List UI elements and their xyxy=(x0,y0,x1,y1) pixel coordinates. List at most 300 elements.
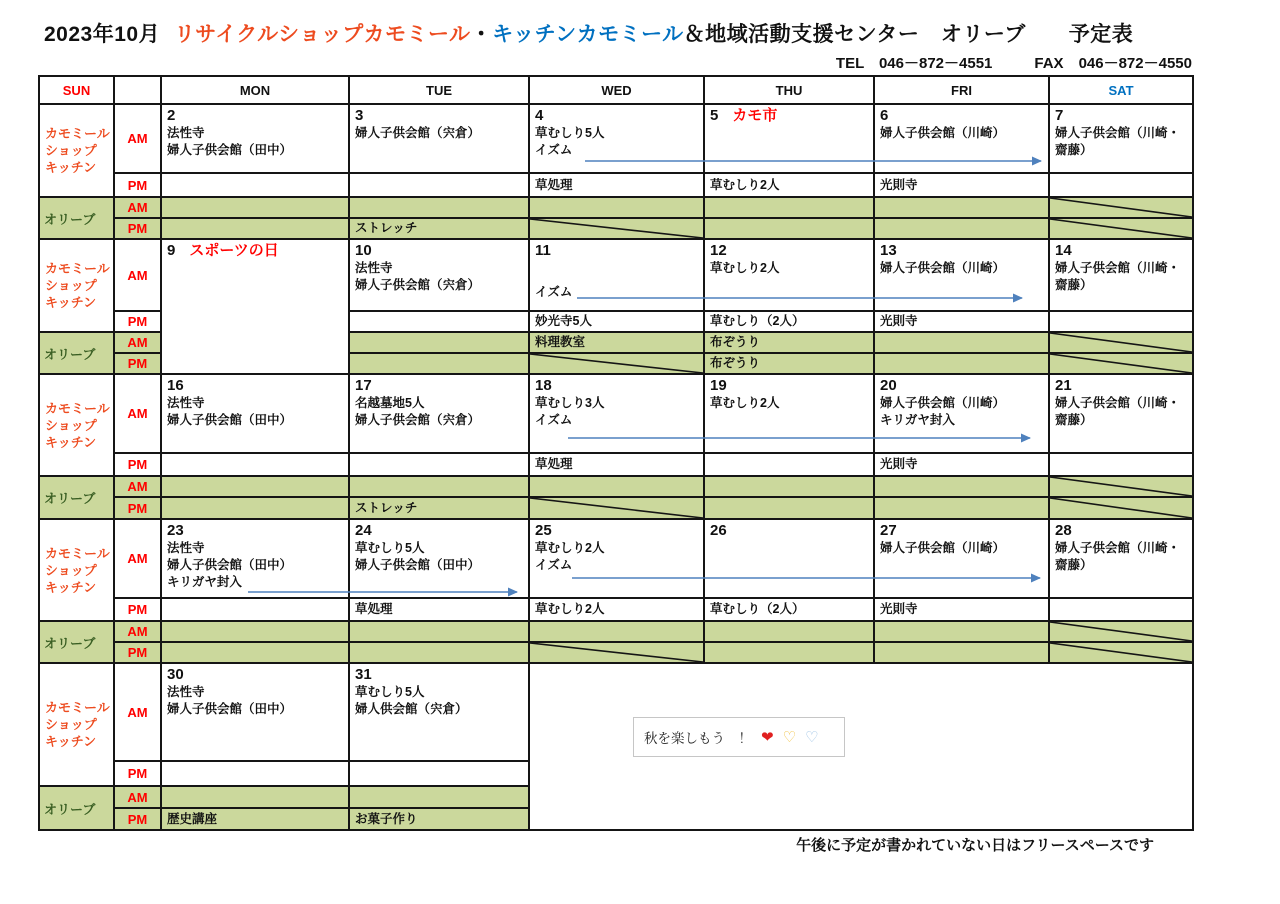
week3-row0 xyxy=(39,374,1193,453)
heart-icon-3: ♡ xyxy=(805,728,819,746)
w2-wed-pm-cell xyxy=(529,311,704,332)
title-rest: ＆地域活動支援センター オリーブ 予定表 xyxy=(683,23,1134,46)
week4-row1 xyxy=(39,598,1193,621)
day-number: 16 xyxy=(167,377,184,394)
day-number: 30 xyxy=(167,666,184,683)
day-heading xyxy=(1055,376,1190,395)
w1-mon-olive-am-cell xyxy=(161,197,349,218)
w1-wed-olive-pm-cell xyxy=(529,218,704,239)
w4-mon-olive-am-cell xyxy=(161,621,349,642)
day-number: 20 xyxy=(880,377,897,394)
crossed-out-diagonal xyxy=(1050,477,1192,496)
w1-tue-pm-cell xyxy=(349,173,529,197)
event-text: 法性寺 xyxy=(167,685,205,699)
row-label-olive: オリーブ xyxy=(39,621,114,663)
row-label-line: キッチン xyxy=(45,734,97,749)
week1-row0 xyxy=(39,104,1193,173)
event-text: 草むしり2人 xyxy=(710,177,780,192)
event-text: 法性寺 xyxy=(167,396,205,410)
row-label-line: キッチン xyxy=(45,160,97,175)
olive-am-label: AM xyxy=(114,476,161,497)
row-label-line: カモミール xyxy=(45,261,110,276)
event-text: 婦人子供会館（川崎・齋藤） xyxy=(1055,541,1181,572)
w1-fri-olive-am-cell xyxy=(874,197,1049,218)
event-text: 法性寺 xyxy=(167,541,205,555)
event-text: 名越墓地5人 xyxy=(355,396,425,410)
week4-row0 xyxy=(39,519,1193,598)
week3-row2 xyxy=(39,476,1193,497)
w2-sat-olive-am-cell xyxy=(1049,332,1193,353)
w1-thu-pm-cell xyxy=(704,173,874,197)
day-heading xyxy=(355,376,526,395)
day-heading xyxy=(535,241,701,260)
pm-label: PM xyxy=(114,598,161,621)
event-text: 料理教室 xyxy=(535,335,586,349)
am-label: AM xyxy=(114,374,161,453)
row-label-line: ショップ xyxy=(45,143,97,158)
day-heading xyxy=(710,106,871,125)
w2-thu-olive-pm-cell xyxy=(704,353,874,374)
w2-fri-olive-am-cell xyxy=(874,332,1049,353)
calendar-header xyxy=(39,76,1193,104)
event-text: 草処理 xyxy=(535,457,573,471)
w3-thu-olive-am-cell xyxy=(704,476,874,497)
day-number: 14 xyxy=(1055,242,1072,259)
day-number: 7 xyxy=(1055,107,1064,124)
week4-row3 xyxy=(39,642,1193,663)
event-text: 光則寺 xyxy=(880,177,918,192)
event-text: 布ぞうり xyxy=(710,356,761,370)
row-label-line: キッチン xyxy=(45,295,97,310)
day-number: 13 xyxy=(880,242,897,259)
decoration-cell xyxy=(529,663,1193,830)
day-heading xyxy=(355,521,526,540)
w4-wed-am-cell xyxy=(529,519,704,598)
w2-thu-pm-cell xyxy=(704,311,874,332)
day-number: 21 xyxy=(1055,377,1072,394)
day-heading xyxy=(355,241,526,260)
day-number: 27 xyxy=(880,522,897,539)
event-text: 光則寺 xyxy=(880,457,918,471)
event-text: 婦人子供会館（田中） xyxy=(167,702,293,716)
day-number: 31 xyxy=(355,666,372,683)
sign-message xyxy=(633,717,845,757)
am-label: AM xyxy=(114,104,161,173)
w4-fri-am-cell xyxy=(874,519,1049,598)
day-heading xyxy=(880,521,1046,540)
event-text: 婦人供会館（宍倉） xyxy=(355,702,468,716)
event-text: キリガヤ封入 xyxy=(167,575,242,589)
am-label: AM xyxy=(114,519,161,598)
w3-sat-olive-pm-cell xyxy=(1049,497,1193,519)
olive-am-label: AM xyxy=(114,621,161,642)
crossed-out-diagonal xyxy=(1050,219,1192,238)
w3-thu-am-cell xyxy=(704,374,874,453)
crossed-out-diagonal xyxy=(1050,643,1192,662)
w2-mon-holiday-cell xyxy=(161,239,349,374)
event-text: 婦人子供会館（川崎） xyxy=(880,126,1006,140)
day-heading xyxy=(710,521,871,540)
event-text: 婦人子供会館（川崎・齋藤） xyxy=(1055,126,1181,157)
day-heading xyxy=(167,376,346,395)
w2-fri-olive-pm-cell xyxy=(874,353,1049,374)
w4-sat-am-cell xyxy=(1049,519,1193,598)
w5-mon-olive-am-cell xyxy=(161,786,349,808)
w4-sat-pm-cell xyxy=(1049,598,1193,621)
olive-am-label: AM xyxy=(114,332,161,353)
row-label-line: キッチン xyxy=(45,434,97,450)
title-shop-name: リサイクルショップカモミール xyxy=(174,23,471,46)
crossed-out-diagonal xyxy=(530,219,703,238)
week2-row0 xyxy=(39,239,1193,311)
w2-tue-olive-pm-cell xyxy=(349,353,529,374)
header-sat: SAT xyxy=(1049,76,1193,104)
crossed-out-diagonal xyxy=(530,643,703,662)
heart-icon-1: ❤ xyxy=(761,728,774,746)
day-note: カモ市 xyxy=(732,107,778,124)
event-text: 婦人子供会館（田中） xyxy=(167,558,293,572)
w4-fri-olive-am-cell xyxy=(874,621,1049,642)
olive-pm-label: PM xyxy=(114,218,161,239)
event-text: お菓子作り xyxy=(355,811,418,826)
page-title xyxy=(44,18,1133,48)
w4-mon-am-cell xyxy=(161,519,349,598)
day-heading xyxy=(880,241,1046,260)
w3-wed-am-cell xyxy=(529,374,704,453)
olive-pm-label: PM xyxy=(114,497,161,519)
event-text: 草むしり2人 xyxy=(710,261,780,275)
event-text: イズム xyxy=(535,143,573,157)
w1-mon-am-cell xyxy=(161,104,349,173)
crossed-out-diagonal xyxy=(1050,498,1192,518)
event-text: 草むしり2人 xyxy=(535,602,605,616)
calendar-table xyxy=(38,75,1194,831)
w3-tue-olive-am-cell xyxy=(349,476,529,497)
event-text: 草処理 xyxy=(535,177,573,192)
row-label-olive: オリーブ xyxy=(39,476,114,519)
event-text: 草むしり2人 xyxy=(535,541,605,555)
day-heading xyxy=(167,521,346,540)
w3-sat-am-cell xyxy=(1049,374,1193,453)
w3-thu-pm-cell xyxy=(704,453,874,476)
crossed-out-diagonal xyxy=(1050,198,1192,217)
day-number: 11 xyxy=(535,242,551,259)
w1-tue-am-cell xyxy=(349,104,529,173)
calendar xyxy=(38,75,1192,831)
w4-tue-olive-am-cell xyxy=(349,621,529,642)
day-heading xyxy=(535,106,701,125)
olive-pm-label: PM xyxy=(114,353,161,374)
header-mon: MON xyxy=(161,76,349,104)
week1-row3 xyxy=(39,218,1193,239)
day-number: 18 xyxy=(535,377,552,394)
day-heading xyxy=(710,376,871,395)
calendar-body xyxy=(39,104,1193,830)
day-number: 17 xyxy=(355,377,372,394)
w4-mon-olive-pm-cell xyxy=(161,642,349,663)
footer-note: 午後に予定が書かれていない日はフリースペースです xyxy=(796,837,1154,854)
w5-tue-olive-am-cell xyxy=(349,786,529,808)
row-label-olive: オリーブ xyxy=(39,332,114,374)
w3-mon-am-cell xyxy=(161,374,349,453)
event-text: イズム xyxy=(535,285,573,299)
w1-sat-pm-cell xyxy=(1049,173,1193,197)
day-number: 23 xyxy=(167,522,184,539)
event-text: 布ぞうり xyxy=(710,335,761,349)
w1-tue-olive-am-cell xyxy=(349,197,529,218)
row-label-olive: オリーブ xyxy=(39,786,114,830)
w2-thu-olive-am-cell xyxy=(704,332,874,353)
week5-row0 xyxy=(39,663,1193,761)
day-heading xyxy=(167,241,346,260)
w4-mon-pm-cell xyxy=(161,598,349,621)
day-heading xyxy=(710,241,871,260)
pm-label: PM xyxy=(114,173,161,197)
w5-mon-am-cell xyxy=(161,663,349,761)
w3-fri-am-cell xyxy=(874,374,1049,453)
w5-mon-olive-pm-cell xyxy=(161,808,349,830)
w4-fri-olive-pm-cell xyxy=(874,642,1049,663)
event-text: 草むしり（2人） xyxy=(710,602,805,616)
olive-am-label: AM xyxy=(114,786,161,808)
row-label-line: カモミール xyxy=(45,545,110,561)
w2-tue-pm-cell xyxy=(349,311,529,332)
header-row xyxy=(39,76,1193,104)
w4-sat-olive-pm-cell xyxy=(1049,642,1193,663)
w4-sat-olive-am-cell xyxy=(1049,621,1193,642)
heart-icon-2: ♡ xyxy=(782,728,797,746)
event-text: キリガヤ封入 xyxy=(880,413,955,427)
event-text: 婦人子供会館（田中） xyxy=(167,413,293,427)
w1-thu-am-cell xyxy=(704,104,874,173)
crossed-out-diagonal xyxy=(1050,354,1192,373)
event-text: ストレッチ xyxy=(355,500,418,515)
event-text: 法性寺 xyxy=(167,126,205,140)
w4-tue-am-cell xyxy=(349,519,529,598)
event-text: 婦人子供会館（川崎） xyxy=(880,396,1006,410)
w3-fri-olive-pm-cell xyxy=(874,497,1049,519)
w4-wed-olive-am-cell xyxy=(529,621,704,642)
w4-thu-olive-pm-cell xyxy=(704,642,874,663)
w3-wed-olive-pm-cell xyxy=(529,497,704,519)
w4-thu-olive-am-cell xyxy=(704,621,874,642)
w2-fri-am-cell xyxy=(874,239,1049,311)
w2-thu-am-cell xyxy=(704,239,874,311)
day-number: 9 xyxy=(167,242,176,259)
event-text: 草むしり2人 xyxy=(710,396,780,410)
event-text: 婦人子供会館（田中） xyxy=(355,558,481,572)
event-text: 婦人子供会館（宍倉） xyxy=(355,278,481,292)
header-fri: FRI xyxy=(874,76,1049,104)
event-text: イズム xyxy=(535,558,573,572)
w4-tue-olive-pm-cell xyxy=(349,642,529,663)
tel-number: TEL 046－872－4551 xyxy=(835,55,993,72)
w3-mon-olive-am-cell xyxy=(161,476,349,497)
event-text: 婦人子供会館（川崎） xyxy=(880,261,1006,275)
event-text: 光則寺 xyxy=(880,314,918,328)
w2-wed-am-cell xyxy=(529,239,704,311)
w4-wed-pm-cell xyxy=(529,598,704,621)
row-label-line: カモミール xyxy=(45,700,110,715)
w3-wed-olive-am-cell xyxy=(529,476,704,497)
day-heading xyxy=(1055,241,1190,260)
w2-tue-am-cell xyxy=(349,239,529,311)
w3-mon-olive-pm-cell xyxy=(161,497,349,519)
row-label-line: ショップ xyxy=(45,562,97,578)
event-text: イズム xyxy=(535,413,573,427)
crossed-out-diagonal xyxy=(530,354,703,373)
crossed-out-diagonal xyxy=(1050,333,1192,352)
event-text: 法性寺 xyxy=(355,261,393,275)
w3-sat-pm-cell xyxy=(1049,453,1193,476)
w3-sat-olive-am-cell xyxy=(1049,476,1193,497)
row-label-line: ショップ xyxy=(45,717,97,732)
w1-wed-am-cell xyxy=(529,104,704,173)
crossed-out-diagonal xyxy=(1050,622,1192,641)
w3-thu-olive-pm-cell xyxy=(704,497,874,519)
event-text: 草むしり5人 xyxy=(355,541,425,555)
row-label-chamomile xyxy=(39,374,114,476)
header-tue: TUE xyxy=(349,76,529,104)
day-number: 3 xyxy=(355,107,364,124)
row-label-chamomile xyxy=(39,663,114,786)
event-text: 光則寺 xyxy=(880,602,918,616)
event-text: 草むしり5人 xyxy=(355,685,425,699)
w3-mon-pm-cell xyxy=(161,453,349,476)
row-label-olive: オリーブ xyxy=(39,197,114,239)
row-label-line: ショップ xyxy=(45,417,97,433)
w4-tue-pm-cell xyxy=(349,598,529,621)
day-heading xyxy=(167,106,346,125)
event-text: ストレッチ xyxy=(355,221,418,235)
w3-wed-pm-cell xyxy=(529,453,704,476)
w5-tue-pm-cell xyxy=(349,761,529,786)
day-heading xyxy=(167,665,346,684)
week4-row2 xyxy=(39,621,1193,642)
w1-tue-olive-pm-cell xyxy=(349,218,529,239)
fax-number: FAX 046－872－4550 xyxy=(1034,55,1192,72)
contact-info xyxy=(836,52,1192,73)
row-label-chamomile xyxy=(39,104,114,197)
w3-tue-pm-cell xyxy=(349,453,529,476)
w3-tue-olive-pm-cell xyxy=(349,497,529,519)
event-text: 妙光寺5人 xyxy=(535,314,592,328)
row-label-chamomile xyxy=(39,519,114,621)
holiday-name: スポーツの日 xyxy=(189,242,279,259)
day-heading xyxy=(1055,521,1190,540)
w2-wed-olive-am-cell xyxy=(529,332,704,353)
row-label-line: ショップ xyxy=(45,278,97,293)
am-label: AM xyxy=(114,663,161,761)
crossed-out-diagonal xyxy=(530,498,703,518)
w4-thu-pm-cell xyxy=(704,598,874,621)
olive-pm-label: PM xyxy=(114,808,161,830)
w3-fri-olive-am-cell xyxy=(874,476,1049,497)
row-label-line: カモミール xyxy=(45,400,110,416)
w1-fri-am-cell xyxy=(874,104,1049,173)
w1-thu-olive-am-cell xyxy=(704,197,874,218)
day-heading xyxy=(1055,106,1190,125)
row-label-line: カモミール xyxy=(45,126,110,141)
w1-wed-pm-cell xyxy=(529,173,704,197)
day-number: 12 xyxy=(710,242,727,259)
olive-pm-label: PM xyxy=(114,642,161,663)
week3-row1 xyxy=(39,453,1193,476)
event-text: 婦人子供会館（川崎・齋藤） xyxy=(1055,261,1181,292)
row-label-line: キッチン xyxy=(45,579,97,595)
w5-tue-am-cell xyxy=(349,663,529,761)
day-number: 4 xyxy=(535,107,544,124)
pm-label: PM xyxy=(114,761,161,786)
w2-sat-olive-pm-cell xyxy=(1049,353,1193,374)
w1-sat-am-cell xyxy=(1049,104,1193,173)
event-text: 婦人子供会館（宍倉） xyxy=(355,413,481,427)
title-kitchen-name: キッチンカモミール xyxy=(492,23,684,46)
w2-sat-am-cell xyxy=(1049,239,1193,311)
event-text: 婦人子供会館（宍倉） xyxy=(355,126,481,140)
w2-sat-pm-cell xyxy=(1049,311,1193,332)
header-spacer xyxy=(114,76,161,104)
header-thu: THU xyxy=(704,76,874,104)
day-number: 26 xyxy=(710,522,727,539)
w1-wed-olive-am-cell xyxy=(529,197,704,218)
olive-am-label: AM xyxy=(114,197,161,218)
w5-mon-pm-cell xyxy=(161,761,349,786)
event-text: 婦人子供会館（川崎） xyxy=(880,541,1006,555)
sign-text: 秋を楽しもう ！ xyxy=(644,731,752,746)
w3-tue-am-cell xyxy=(349,374,529,453)
day-heading xyxy=(535,376,701,395)
w5-tue-olive-pm-cell xyxy=(349,808,529,830)
day-number: 24 xyxy=(355,522,372,539)
event-text: 草むしり5人 xyxy=(535,126,605,140)
w4-fri-pm-cell xyxy=(874,598,1049,621)
day-heading xyxy=(355,106,526,125)
event-text: 歴史講座 xyxy=(167,811,218,826)
w2-wed-olive-pm-cell xyxy=(529,353,704,374)
row-label-chamomile xyxy=(39,239,114,332)
day-number: 28 xyxy=(1055,522,1072,539)
w4-wed-olive-pm-cell xyxy=(529,642,704,663)
event-text: 婦人子供会館（川崎・齋藤） xyxy=(1055,396,1181,427)
title-separator-dot: ・ xyxy=(470,23,493,46)
w1-sat-olive-pm-cell xyxy=(1049,218,1193,239)
day-heading xyxy=(880,106,1046,125)
w1-mon-olive-pm-cell xyxy=(161,218,349,239)
day-heading xyxy=(355,665,526,684)
am-label: AM xyxy=(114,239,161,311)
event-text: 草むしり3人 xyxy=(535,396,605,410)
title-month: 2023年10月 xyxy=(44,23,161,46)
w1-thu-olive-pm-cell xyxy=(704,218,874,239)
header-sun: SUN xyxy=(39,76,114,104)
day-number: 5 xyxy=(710,107,719,124)
day-heading xyxy=(880,376,1046,395)
day-number: 6 xyxy=(880,107,889,124)
week1-row2 xyxy=(39,197,1193,218)
day-number: 2 xyxy=(167,107,176,124)
event-text: 草むしり（2人） xyxy=(710,314,805,328)
day-number: 10 xyxy=(355,242,372,259)
day-heading xyxy=(535,521,701,540)
event-text: 草処理 xyxy=(355,602,393,616)
week1-row1 xyxy=(39,173,1193,197)
event-text: 婦人子供会館（田中） xyxy=(167,143,293,157)
w2-tue-olive-am-cell xyxy=(349,332,529,353)
w3-fri-pm-cell xyxy=(874,453,1049,476)
pm-label: PM xyxy=(114,311,161,332)
w1-fri-olive-pm-cell xyxy=(874,218,1049,239)
